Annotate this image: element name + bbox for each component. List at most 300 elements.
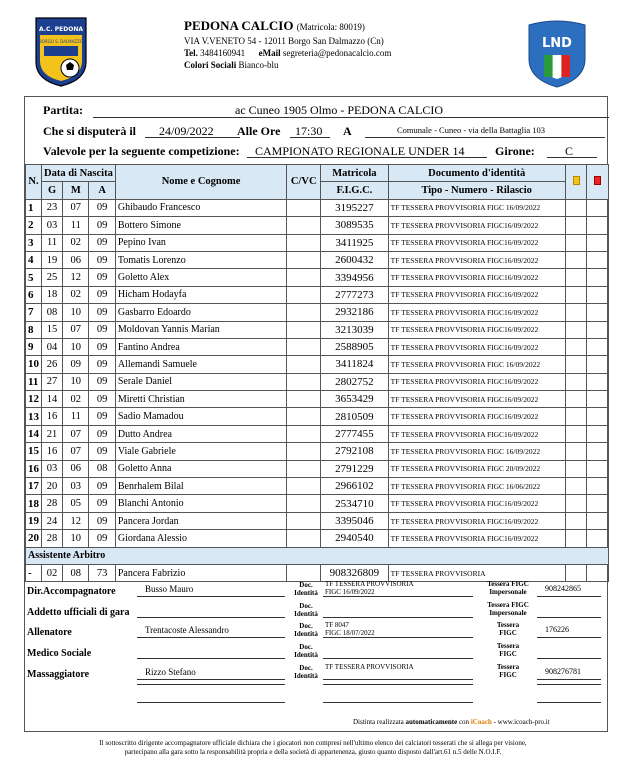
player-yellow (565, 373, 587, 390)
staff-tessera-label: Tessera FIGC Impersonale (487, 601, 529, 617)
player-month: 07 (63, 321, 89, 338)
blank-underline (323, 702, 473, 703)
staff-name-underline (137, 658, 285, 659)
player-red (587, 286, 609, 303)
club-matricola: (Matricola: 80019) (296, 22, 365, 32)
player-month: 12 (63, 269, 89, 286)
staff-doc-underline (323, 658, 473, 659)
partita-row (43, 103, 83, 118)
player-yellow (565, 443, 587, 460)
player-cvc (287, 199, 321, 216)
player-day: 24 (42, 512, 63, 529)
player-cvc (287, 269, 321, 286)
player-month: 03 (63, 478, 89, 495)
header-g: G (42, 182, 63, 199)
table-row (26, 495, 609, 512)
player-month: 09 (63, 356, 89, 373)
footer-line-2: partecipano alla gara sotto la responsabilità propria e della società di appartenenza, giusto quanto disposto dall'art.61 n.5 delle N.O.I.F. (124, 748, 502, 756)
player-document: TF TESSERA PROVVISORIA FIGC16/09/2022 (388, 425, 565, 442)
club-logo-text-top: A.C. PEDONA (38, 26, 84, 33)
staff-role: Allenatore (27, 627, 72, 638)
player-cvc (287, 338, 321, 355)
player-number: 13 (26, 408, 42, 425)
player-name: Ghibaudo Francesco (115, 199, 286, 216)
player-document: TF TESSERA PROVVISORIA FIGC16/09/2022 (388, 286, 565, 303)
player-yellow (565, 321, 587, 338)
player-matricola: 3411925 (321, 234, 388, 251)
player-day: 25 (42, 269, 63, 286)
player-red (587, 495, 609, 512)
player-yellow (565, 495, 587, 512)
player-month: 02 (63, 391, 89, 408)
player-number: 6 (26, 286, 42, 303)
player-cvc (287, 478, 321, 495)
club-email: segreteria@pedonacalcio.com (282, 48, 392, 58)
table-row (26, 373, 609, 390)
player-day: 16 (42, 408, 63, 425)
header-cvc: C/VC (287, 165, 321, 200)
player-matricola: 2792108 (321, 443, 388, 460)
player-matricola: 3411824 (321, 356, 388, 373)
player-yellow (565, 304, 587, 321)
player-year: 09 (89, 391, 115, 408)
player-document: TF TESSERA PROVVISORIA FIGC16/09/2022 (388, 321, 565, 338)
partita-label: Partita: (43, 103, 83, 117)
time-label: Alle Ore (237, 124, 281, 138)
player-year: 09 (89, 234, 115, 251)
player-number: 14 (26, 425, 42, 442)
player-red (587, 478, 609, 495)
player-number: 15 (26, 443, 42, 460)
player-matricola: 2940540 (321, 530, 388, 547)
player-document: TF TESSERA PROVVISORIA FIGC16/09/2022 (388, 391, 565, 408)
table-row (26, 286, 609, 303)
player-day: 15 (42, 321, 63, 338)
staff-tessera-value: 908276781 (545, 667, 581, 676)
player-yellow (565, 425, 587, 442)
player-red (587, 251, 609, 268)
player-day: 28 (42, 495, 63, 512)
player-matricola: 2791229 (321, 460, 388, 477)
player-matricola: 2777455 (321, 425, 388, 442)
player-month: 06 (63, 460, 89, 477)
player-yellow (565, 356, 587, 373)
staff-row (25, 601, 609, 621)
player-document: TF TESSERA PROVVISORIA FIGC16/09/2022 (388, 512, 565, 529)
staff-doc-label: Doc. Identità (294, 622, 318, 638)
player-day: 20 (42, 478, 63, 495)
player-document: TF TESSERA PROVVISORIA FIGC16/09/2022 (388, 269, 565, 286)
footer-line-1: Il sottoscritto dirigente accompagnatore ufficiale dichiara che i giocatori non compresi nell'ultimo elenco dei calciatori tesserati che si allega per visione, (99, 739, 527, 747)
staff-name-underline (137, 596, 285, 597)
player-year: 09 (89, 443, 115, 460)
table-row (26, 356, 609, 373)
player-month: 07 (63, 199, 89, 216)
footer-disclaimer (30, 739, 596, 757)
club-info (184, 18, 391, 71)
player-name: Dutto Andrea (115, 425, 286, 442)
player-month: 07 (63, 425, 89, 442)
player-yellow (565, 199, 587, 216)
assistant-a: 73 (89, 564, 115, 581)
player-red (587, 217, 609, 234)
player-month: 11 (63, 217, 89, 234)
staff-row (25, 663, 609, 683)
staff-role: Medico Sociale (27, 648, 92, 659)
staff-role: Addetto ufficiali di gara (27, 607, 130, 618)
player-number: 8 (26, 321, 42, 338)
staff-doc-label: Doc. Identità (294, 643, 318, 659)
staff-tessera-value: 908242865 (545, 584, 581, 593)
club-logo (32, 14, 90, 88)
player-day: 18 (42, 286, 63, 303)
player-name: Pepino Ivan (115, 234, 286, 251)
table-row (26, 199, 609, 216)
player-number: 17 (26, 478, 42, 495)
red-card-icon (587, 165, 609, 200)
player-name: Goletto Alex (115, 269, 286, 286)
player-matricola: 2588905 (321, 338, 388, 355)
match-competition: CAMPIONATO REGIONALE UNDER 14 (255, 144, 465, 158)
staff-name-underline (137, 637, 285, 638)
player-day: 03 (42, 460, 63, 477)
staff-tessera-label: Tessera FIGC (496, 642, 520, 658)
table-row (26, 512, 609, 529)
player-red (587, 321, 609, 338)
blank-underline (537, 684, 601, 685)
player-number: 19 (26, 512, 42, 529)
player-red (587, 443, 609, 460)
player-month: 10 (63, 373, 89, 390)
player-day: 08 (42, 304, 63, 321)
player-name: Moldovan Yannis Marian (115, 321, 286, 338)
player-number: 7 (26, 304, 42, 321)
player-year: 08 (89, 460, 115, 477)
player-month: 07 (63, 443, 89, 460)
table-row (26, 269, 609, 286)
player-document: TF TESSERA PROVVISORIA FIGC16/09/2022 (388, 217, 565, 234)
player-cvc (287, 356, 321, 373)
player-yellow (565, 251, 587, 268)
staff-tessera-label: Tessera FIGC Impersonale (487, 580, 529, 596)
place-underline (365, 137, 605, 138)
player-matricola: 2600432 (321, 251, 388, 268)
player-name: Pancera Jordan (115, 512, 286, 529)
player-document: TF TESSERA PROVVISORIA FIGC 16/06/2022 (388, 478, 565, 495)
player-name: Gasbarro Edoardo (115, 304, 286, 321)
player-cvc (287, 408, 321, 425)
player-month: 02 (63, 234, 89, 251)
table-row (26, 304, 609, 321)
player-month: 10 (63, 304, 89, 321)
player-red (587, 530, 609, 547)
player-matricola: 3394956 (321, 269, 388, 286)
player-number: 12 (26, 391, 42, 408)
table-row (26, 391, 609, 408)
table-row (26, 478, 609, 495)
player-number: 1 (26, 199, 42, 216)
player-day: 14 (42, 391, 63, 408)
date-label: Che si disputerà il (43, 124, 137, 138)
player-document: TF TESSERA PROVVISORIA FIGC16/09/2022 (388, 495, 565, 512)
player-yellow (565, 391, 587, 408)
player-name: Giordana Alessio (115, 530, 286, 547)
player-yellow (565, 217, 587, 234)
tel-label: Tel. (184, 48, 198, 58)
player-matricola: 3089535 (321, 217, 388, 234)
blank-underline (323, 684, 473, 685)
player-cvc (287, 234, 321, 251)
player-day: 28 (42, 530, 63, 547)
match-place: Comunale - Cuneo - via della Battaglia 103 (397, 125, 546, 135)
player-document: TF TESSERA PROVVISORIA FIGC16/09/2022 (388, 408, 565, 425)
player-red (587, 199, 609, 216)
staff-tessera-value: 176226 (545, 625, 569, 634)
table-row (26, 443, 609, 460)
player-yellow (565, 408, 587, 425)
player-cvc (287, 425, 321, 442)
player-document: TF TESSERA PROVVISORIA FIGC16/09/2022 (388, 338, 565, 355)
staff-row (25, 580, 609, 600)
player-red (587, 304, 609, 321)
staff-doc-underline (323, 637, 473, 638)
league-logo (526, 19, 588, 89)
blank-underline (137, 702, 285, 703)
player-document: TF TESSERA PROVVISORIA FIGC16/09/2022 (388, 304, 565, 321)
player-name: Goletto Anna (115, 460, 286, 477)
player-month: 12 (63, 512, 89, 529)
girone-label: Girone: (495, 144, 535, 158)
staff-tessera-underline (537, 617, 601, 618)
blank-underline (537, 702, 601, 703)
player-year: 09 (89, 199, 115, 216)
player-year: 09 (89, 408, 115, 425)
player-year: 09 (89, 321, 115, 338)
email-label: eMail (258, 48, 281, 58)
player-number: 5 (26, 269, 42, 286)
staff-tessera-underline (537, 637, 601, 638)
player-red (587, 269, 609, 286)
player-red (587, 512, 609, 529)
player-cvc (287, 251, 321, 268)
club-name-line (184, 18, 391, 35)
staff-tessera-label: Tessera FIGC (496, 663, 520, 679)
club-tel: 3484160941 (200, 48, 246, 58)
player-number: 11 (26, 373, 42, 390)
staff-doc-label: Doc. Identità (294, 581, 318, 597)
staff-tessera-underline (537, 658, 601, 659)
player-matricola: 2966102 (321, 478, 388, 495)
table-row (26, 217, 609, 234)
blank-underline (137, 684, 285, 685)
player-day: 27 (42, 373, 63, 390)
player-cvc (287, 391, 321, 408)
match-sheet (24, 96, 608, 732)
staff-row (25, 642, 609, 662)
player-number: 9 (26, 338, 42, 355)
player-document: TF TESSERA PROVVISORIA FIGC16/09/2022 (388, 234, 565, 251)
assistant-header-row (26, 547, 609, 564)
player-cvc (287, 217, 321, 234)
header-doc-sub: Tipo - Numero - Rilascio (388, 182, 565, 199)
staff-doc-value: TF TESSERA PROVVISORIA (325, 663, 414, 671)
player-year: 09 (89, 530, 115, 547)
player-name: Benrhalem Bilal (115, 478, 286, 495)
player-year: 09 (89, 425, 115, 442)
player-number: 18 (26, 495, 42, 512)
player-name: Serale Daniel (115, 373, 286, 390)
table-row (26, 460, 609, 477)
player-year: 09 (89, 356, 115, 373)
player-document: TF TESSERA PROVVISORIA FIGC 16/09/2022 (388, 199, 565, 216)
player-matricola: 3653429 (321, 391, 388, 408)
player-day: 23 (42, 199, 63, 216)
player-month: 10 (63, 530, 89, 547)
player-matricola: 2534710 (321, 495, 388, 512)
player-document: TF TESSERA PROVVISORIA FIGC 16/09/2022 (388, 443, 565, 460)
club-colors-value: Bianco-blu (238, 60, 279, 70)
player-day: 21 (42, 425, 63, 442)
player-cvc (287, 495, 321, 512)
player-red (587, 338, 609, 355)
staff-doc-label: Doc. Identità (294, 602, 318, 618)
player-red (587, 391, 609, 408)
player-cvc (287, 286, 321, 303)
player-red (587, 356, 609, 373)
staff-tessera-underline (537, 596, 601, 597)
player-cvc (287, 460, 321, 477)
match-girone: C (565, 144, 574, 158)
player-yellow (565, 234, 587, 251)
table-row (26, 234, 609, 251)
player-month: 06 (63, 251, 89, 268)
player-matricola: 2810509 (321, 408, 388, 425)
player-year: 09 (89, 373, 115, 390)
player-yellow (565, 286, 587, 303)
player-day: 11 (42, 234, 63, 251)
table-row (26, 408, 609, 425)
table-row (26, 251, 609, 268)
staff-row (25, 621, 609, 641)
player-yellow (565, 530, 587, 547)
players-table (25, 164, 609, 582)
player-year: 09 (89, 512, 115, 529)
staff-name-underline (137, 679, 285, 680)
assistant-m: 08 (63, 564, 89, 581)
player-month: 11 (63, 408, 89, 425)
match-date: 24/09/2022 (159, 124, 214, 138)
staff-doc-underline (323, 679, 473, 680)
table-row (26, 530, 609, 547)
staff-name: Busso Mauro (145, 584, 194, 594)
player-cvc (287, 321, 321, 338)
staff-doc-label: Doc. Identità (294, 664, 318, 680)
player-month: 02 (63, 286, 89, 303)
player-month: 05 (63, 495, 89, 512)
player-matricola: 2932186 (321, 304, 388, 321)
player-number: 4 (26, 251, 42, 268)
player-matricola: 2802752 (321, 373, 388, 390)
header-doc: Documento d'identità (388, 165, 565, 182)
player-day: 03 (42, 217, 63, 234)
club-logo-text-bottom: BORGO S. DALMAZZO (39, 39, 83, 44)
player-year: 09 (89, 286, 115, 303)
assistant-n: - (26, 564, 42, 581)
player-yellow (565, 338, 587, 355)
yellow-card-icon (565, 165, 587, 200)
colors-label: Colori Sociali (184, 60, 237, 70)
player-cvc (287, 512, 321, 529)
header-figc: F.I.G.C. (321, 182, 388, 199)
player-name: Hicham Hodayfa (115, 286, 286, 303)
staff-name-underline (137, 617, 285, 618)
staff-tessera-label: Tessera FIGC (496, 621, 520, 637)
player-document: TF TESSERA PROVVISORIA FIGC16/09/2022 (388, 530, 565, 547)
player-document: TF TESSERA PROVVISORIA FIGC16/09/2022 (388, 373, 565, 390)
player-document: TF TESSERA PROVVISORIA FIGC 16/09/2022 (388, 356, 565, 373)
header-dob: Data di Nascita (42, 165, 116, 182)
player-name: Allemandi Samuele (115, 356, 286, 373)
table-row (26, 321, 609, 338)
player-red (587, 425, 609, 442)
credit-line: Distinta realizzata automaticamente con iCoach - www.icoach-pro.it (353, 718, 550, 726)
player-matricola: 3395046 (321, 512, 388, 529)
player-rows (26, 199, 609, 547)
staff-doc-underline (323, 617, 473, 618)
league-logo-text: LND (542, 36, 572, 51)
staff-doc-underline (323, 596, 473, 597)
player-number: 2 (26, 217, 42, 234)
player-year: 09 (89, 338, 115, 355)
player-yellow (565, 478, 587, 495)
partita-value: ac Cuneo 1905 Olmo - PEDONA CALCIO (235, 103, 443, 117)
assistant-doc: TF TESSERA PROVVISORIA (388, 564, 565, 581)
player-cvc (287, 443, 321, 460)
player-name: Bottero Simone (115, 217, 286, 234)
player-matricola: 2777273 (321, 286, 388, 303)
player-year: 09 (89, 304, 115, 321)
assistant-g: 02 (42, 564, 63, 581)
player-day: 16 (42, 443, 63, 460)
player-red (587, 234, 609, 251)
staff-name: Trentacoste Alessandro (145, 625, 229, 635)
table-header-row (26, 165, 609, 182)
assistant-name: Pancera Fabrizio (115, 564, 286, 581)
player-number: 20 (26, 530, 42, 547)
assistant-label: Assistente Arbitro (26, 547, 609, 564)
assistant-figc: 908326809 (321, 564, 388, 581)
player-year: 09 (89, 251, 115, 268)
table-row (26, 425, 609, 442)
staff-role: Massaggiatore (27, 669, 90, 680)
player-name: Miretti Christian (115, 391, 286, 408)
match-time: 17:30 (295, 124, 323, 138)
player-year: 09 (89, 217, 115, 234)
header-name: Nome e Cognome (115, 165, 286, 200)
player-day: 19 (42, 251, 63, 268)
player-year: 09 (89, 478, 115, 495)
player-name: Fantino Andrea (115, 338, 286, 355)
club-contacts (184, 47, 391, 59)
player-number: 16 (26, 460, 42, 477)
player-name: Tomatis Lorenzo (115, 251, 286, 268)
player-matricola: 3213039 (321, 321, 388, 338)
staff-doc-value: TF TESSERA PROVVISORIA FIGC 16/09/2022 (325, 580, 414, 596)
header-m: M (63, 182, 89, 199)
player-number: 3 (26, 234, 42, 251)
competition-label: Valevole per la seguente competizione: (43, 144, 240, 158)
player-red (587, 460, 609, 477)
